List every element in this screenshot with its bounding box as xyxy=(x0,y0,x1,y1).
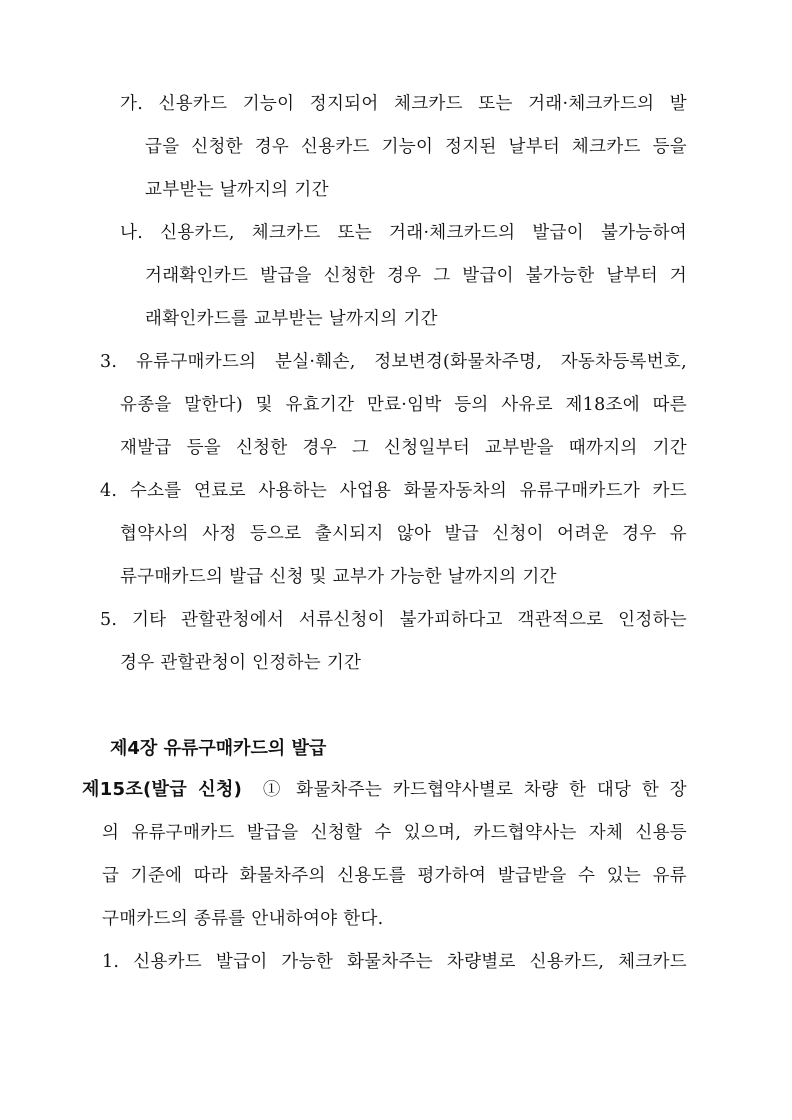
item-4-line-2: 협약사의 사정 등으로 출시되지 않아 발급 신청이 어려운 경우 유 xyxy=(120,524,687,544)
article-15-line-2: 의 유류구매카드 발급을 신청할 수 있으며, 카드협약사는 자체 신용등 xyxy=(102,823,687,843)
item-4-line-1: 4. 수소를 연료로 사용하는 사업용 화물자동차의 유류구매카드가 카드 xyxy=(100,481,687,501)
item-3-line-3: 재발급 등을 신청한 경우 그 신청일부터 교부받을 때까지의 기간 xyxy=(120,438,687,458)
item-na-line-2: 거래확인카드 발급을 신청한 경우 그 발급이 불가능한 날부터 거 xyxy=(145,266,687,286)
chapter-heading: 제4장 유류구매카드의 발급 xyxy=(110,738,327,759)
item-ga-line-3: 교부받는 날까지의 기간 xyxy=(145,180,329,200)
article-15-first-line xyxy=(82,779,687,803)
item-5-line-2: 경우 관할관청이 인정하는 기간 xyxy=(120,653,362,673)
article-15-line-3: 급 기준에 따라 화물차주의 신용도를 평가하여 발급받을 수 있는 유류 xyxy=(102,866,687,886)
item-1-line-1: 1. 신용카드 발급이 가능한 화물차주는 차량별로 신용카드, 체크카드 xyxy=(102,952,687,972)
article-15-title: 제15조(발급 신청) xyxy=(82,779,243,800)
item-na-line-3: 래확인카드를 교부받는 날까지의 기간 xyxy=(145,309,438,329)
item-3-line-1: 3. 유류구매카드의 분실·훼손, 정보변경(화물차주명, 자동차등록번호, xyxy=(100,352,687,372)
item-na-line-1: 나. 신용카드, 체크카드 또는 거래·체크카드의 발급이 불가능하여 xyxy=(120,223,687,243)
item-3-line-2: 유종을 말한다) 및 유효기간 만료·임박 등의 사유로 제18조에 따른 xyxy=(120,395,687,415)
item-ga-line-1: 가. 신용카드 기능이 정지되어 체크카드 또는 거래·체크카드의 발 xyxy=(120,94,687,114)
item-4-line-3: 류구매카드의 발급 신청 및 교부가 가능한 날까지의 기간 xyxy=(120,567,557,587)
item-5-line-1: 5. 기타 관할관청에서 서류신청이 불가피하다고 객관적으로 인정하는 xyxy=(100,610,687,630)
article-15-first-line-text: ① 화물차주는 카드협약사별로 차량 한 대당 한 장 xyxy=(262,780,687,800)
item-ga-line-2: 급을 신청한 경우 신용카드 기능이 정지된 날부터 체크카드 등을 xyxy=(145,137,687,157)
article-15-line-4: 구매카드의 종류를 안내하여야 한다. xyxy=(102,909,384,929)
